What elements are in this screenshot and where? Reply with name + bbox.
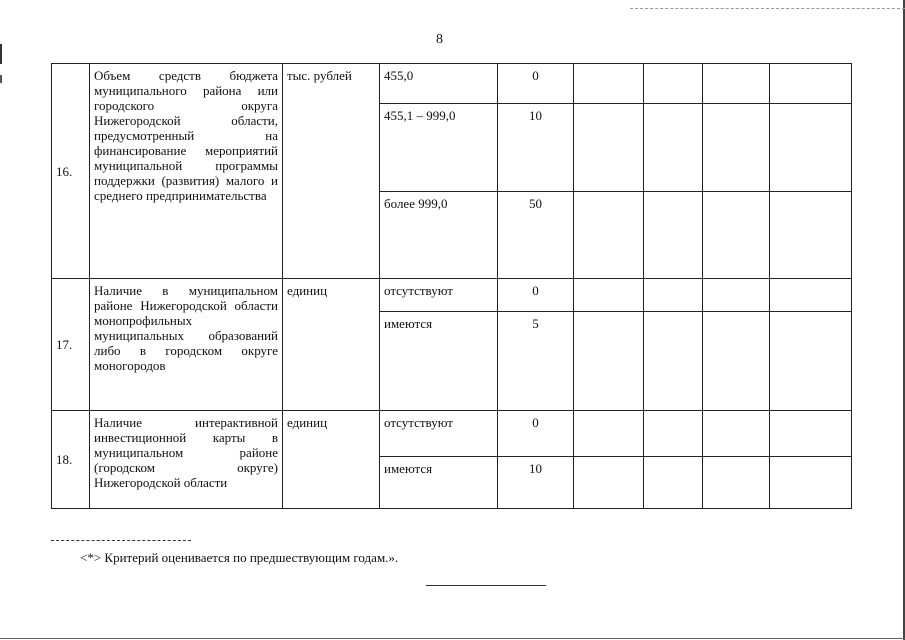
empty-cell — [644, 312, 703, 411]
empty-cell — [574, 411, 644, 457]
criteria-table — [51, 63, 852, 509]
page-number: 8 — [436, 32, 443, 47]
empty-cell — [770, 104, 852, 192]
score-cell: 50 — [498, 192, 574, 279]
empty-cell — [703, 279, 770, 312]
unit-cell: единиц — [283, 411, 380, 509]
criterion-text: Наличие интерактивной инвестиционной карты в муниципальном районе (городском округе) Нижегородской области — [90, 411, 283, 509]
row-number: 18. — [52, 411, 90, 509]
value-cell: 455,1 – 999,0 — [380, 104, 498, 192]
empty-cell — [574, 64, 644, 104]
empty-cell — [770, 312, 852, 411]
empty-cell — [703, 312, 770, 411]
score-cell: 0 — [498, 411, 574, 457]
criterion-text: Наличие в муниципальном районе Нижегородской области монопрофильных муниципальных образований либо в городском округе моногородов — [90, 279, 283, 411]
footnote-text: <*> Критерий оценивается по предшествующим годам.». — [80, 550, 399, 565]
scan-edge-mark — [0, 75, 2, 83]
empty-cell — [644, 64, 703, 104]
unit-cell: тыс. рублей — [283, 64, 380, 279]
value-cell: 455,0 — [380, 64, 498, 104]
score-cell: 5 — [498, 312, 574, 411]
empty-cell — [574, 192, 644, 279]
empty-cell — [703, 192, 770, 279]
table-row — [52, 64, 852, 104]
criterion-text: Объем средств бюджета муниципального района или городского округа Нижегородской области, предусмотренный на финансирование мероприятий муниципальной программы поддержки (развития) малого и среднего предпринимательства — [90, 64, 283, 279]
score-cell: 0 — [498, 279, 574, 312]
empty-cell — [644, 104, 703, 192]
empty-cell — [703, 411, 770, 457]
empty-cell — [574, 279, 644, 312]
footnote-separator — [51, 540, 191, 541]
empty-cell — [703, 457, 770, 509]
table-row — [52, 279, 852, 312]
scan-edge-mark — [0, 638, 905, 639]
empty-cell — [574, 312, 644, 411]
empty-cell — [770, 457, 852, 509]
empty-cell — [644, 192, 703, 279]
row-number: 17. — [52, 279, 90, 411]
score-cell: 10 — [498, 104, 574, 192]
empty-cell — [574, 104, 644, 192]
value-cell: имеются — [380, 312, 498, 411]
scan-edge-mark — [630, 8, 905, 9]
empty-cell — [644, 457, 703, 509]
empty-cell — [703, 64, 770, 104]
empty-cell — [574, 457, 644, 509]
table-row — [52, 411, 852, 457]
scan-edge-mark — [0, 44, 2, 64]
value-cell: отсутствуют — [380, 279, 498, 312]
empty-cell — [644, 279, 703, 312]
empty-cell — [770, 411, 852, 457]
value-cell: более 999,0 — [380, 192, 498, 279]
score-cell: 0 — [498, 64, 574, 104]
empty-cell — [770, 64, 852, 104]
unit-cell: единиц — [283, 279, 380, 411]
row-number: 16. — [52, 64, 90, 279]
value-cell: отсутствуют — [380, 411, 498, 457]
empty-cell — [703, 104, 770, 192]
empty-cell — [770, 279, 852, 312]
score-cell: 10 — [498, 457, 574, 509]
empty-cell — [644, 411, 703, 457]
end-rule — [426, 585, 546, 586]
empty-cell — [770, 192, 852, 279]
value-cell: имеются — [380, 457, 498, 509]
